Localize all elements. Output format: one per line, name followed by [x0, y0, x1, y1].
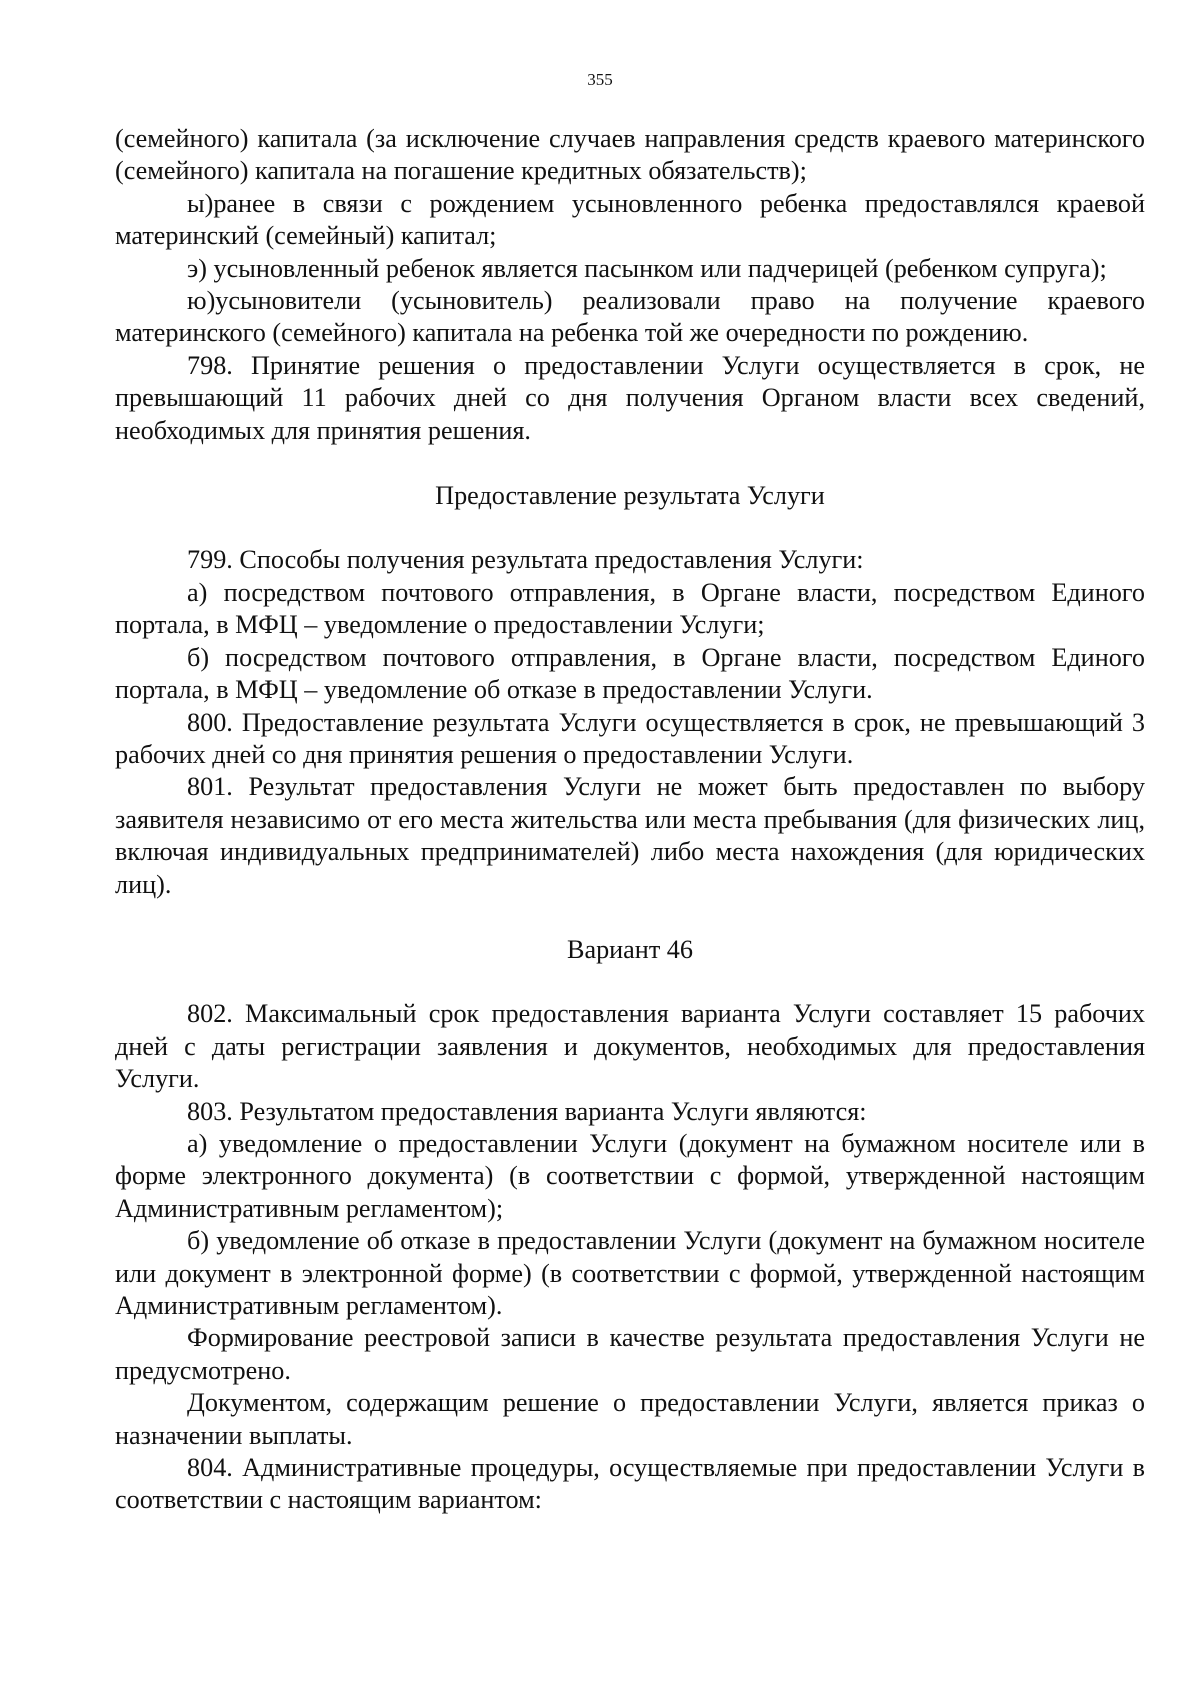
list-item-e: э) усыновленный ребенок является пасынком или падчерицей (ребенком супруга);: [187, 253, 1107, 283]
clause-804: 804. Административные процедуры, осуществляемые при предоставлении Услуги в соответствии с настоящим вариантом:: [115, 1453, 1145, 1515]
list-item-b: б) уведомление об отказе в предоставлении Услуги (документ на бумажном носителе или документ в электронной форме) (в соответствии с формой, утвержденной настоящим Административным регламентом).: [115, 1226, 1145, 1320]
section-spacer: [115, 966, 1145, 998]
clause-801: 801. Результат предоставления Услуги не может быть предоставлен по выбору заявителя независимо от его места жительства или места пребывания (для физических лиц, включая индивидуальных предпринимателей) либо места нахождения (для юридических лиц).: [115, 772, 1145, 899]
section-spacer: [115, 901, 1145, 934]
clause-803: 803. Результатом предоставления варианта Услуги являются:: [187, 1096, 867, 1126]
list-item-a: а) уведомление о предоставлении Услуги (документ на бумажном носителе или в форме электронного документа) (в соответствии с формой, утвержденной настоящим Административным регламентом);: [115, 1128, 1145, 1223]
page-number: 355: [587, 70, 613, 89]
section-heading-result: Предоставление результата Услуги: [435, 481, 825, 511]
list-item-a: а) посредством почтового отправления, в Органе власти, посредством Единого портала, в МФЦ – уведомление о предоставлении Услуги;: [115, 577, 1145, 640]
clause-798: 798. Принятие решения о предоставлении Услуги осуществляется в срок, не превышающий 11 рабочих дней со дня получения Органом власти всех сведений, необходимых для принятия решения.: [115, 350, 1145, 445]
paragraph-registry-record: Формирование реестровой записи в качестве результата предоставления Услуги не предусмотрено.: [115, 1323, 1145, 1385]
paragraph-family-capital-end: (семейного) капитала (за исключение случаев направления средств краевого материнского (семейного) капитала на погашение кредитных обязательств);: [115, 124, 1145, 186]
list-item-y: ы)ранее в связи с рождением усыновленного ребенка предоставлялся краевой материнский (семейный) капитал;: [115, 188, 1145, 251]
section-spacer: [115, 447, 1145, 480]
section-heading-variant: Вариант 46: [566, 934, 693, 964]
clause-802: 802. Максимальный срок предоставления варианта Услуги составляет 15 рабочих дней с даты регистрации заявления и документов, необходимых для предоставления Услуги.: [115, 999, 1145, 1094]
clause-799: 799. Способы получения результата предоставления Услуги:: [187, 545, 864, 575]
list-item-yu: ю)усыновители (усыновитель) реализовали право на получение краевого материнского (семейного) капитала на ребенка той же очередности по рождению.: [115, 286, 1145, 348]
list-item-b: б) посредством почтового отправления, в Органе власти, посредством Единого портала, в МФЦ – уведомление об отказе в предоставлении Услуги.: [115, 642, 1145, 705]
paragraph-decision-document: Документом, содержащим решение о предоставлении Услуги, является приказ о назначении выплаты.: [115, 1388, 1145, 1450]
section-spacer: [115, 512, 1145, 544]
document-body: [115, 123, 1145, 1517]
clause-800: 800. Предоставление результата Услуги осуществляется в срок, не превышающий 3 рабочих дней со дня принятия решения о предоставлении Услуги.: [115, 707, 1145, 769]
